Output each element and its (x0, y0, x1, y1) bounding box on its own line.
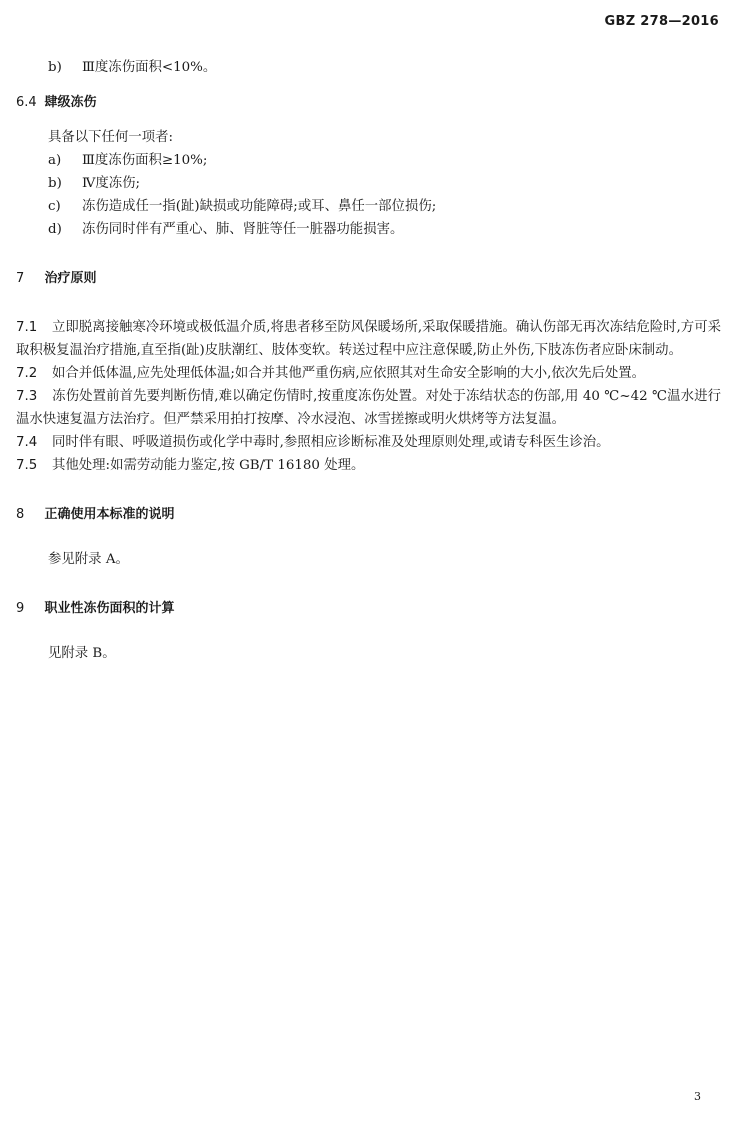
section-number: 8 (16, 507, 25, 522)
section-heading-6-4 (16, 91, 721, 114)
list-marker: d) (48, 222, 62, 237)
section-heading-8 (16, 503, 721, 526)
list-text: Ⅲ度冻伤面积<10%。 (82, 60, 217, 75)
section-body: 参见附录 A。 (48, 552, 129, 567)
list-marker: c) (48, 199, 61, 214)
clause-number: 7.2 (16, 366, 38, 381)
section-title: 职业性冻伤面积的计算 (44, 601, 175, 616)
list-text: 冻伤同时伴有严重心、肺、肾脏等任一脏器功能损害。 (82, 222, 404, 237)
clause-text: 立即脱离接触寒冷环境或极低温介质,将患者移至防风保暖场所,采取保暖措施。确认伤部无再次冻结危险时,方可采取积极复温治疗措施,直至指(趾)皮肤潮红、肢体变软。转送过程中应注意保暖,防止外伤,下肢冻伤者应卧床制动。 (16, 320, 721, 358)
section-number: 7 (16, 271, 25, 286)
clause-7-4 (16, 431, 721, 454)
clause-number: 7.3 (16, 389, 38, 404)
clause-number: 7.5 (16, 458, 38, 473)
standard-code: GBZ 278—2016 (604, 14, 719, 29)
section-intro: 具备以下任何一项者: (48, 130, 174, 145)
clause-7-2 (16, 362, 721, 385)
section-number: 9 (16, 601, 25, 616)
document-body (16, 56, 721, 665)
section-heading-7 (16, 267, 721, 290)
list-item (16, 195, 721, 218)
section-title: 治疗原则 (44, 271, 97, 286)
clause-7-1 (16, 316, 721, 362)
section-heading-9 (16, 597, 721, 620)
list-item (16, 149, 721, 172)
list-item (16, 172, 721, 195)
clause-7-5 (16, 454, 721, 477)
clause-text: 如合并低体温,应先处理低体温;如合并其他严重伤病,应依照其对生命安全影响的大小,依次先后处置。 (52, 366, 646, 381)
list-marker: a) (48, 153, 62, 168)
clause-7-3 (16, 385, 721, 431)
clause-text: 冻伤处置前首先要判断伤情,难以确定伤情时,按重度冻伤处置。对处于冻结状态的伤部,用 40 ℃~42 ℃温水进行温水快速复温方法治疗。但严禁采用拍打按摩、冷水浸泡、冰雪搓擦或明火烘烤等方法复温。 (16, 389, 721, 427)
list-marker: b) (48, 60, 62, 75)
list-item (16, 56, 721, 79)
section-title: 正确使用本标准的说明 (44, 507, 175, 522)
clause-number: 7.1 (16, 320, 38, 335)
clause-text: 同时伴有眼、呼吸道损伤或化学中毒时,参照相应诊断标准及处理原则处理,或请专科医生诊治。 (52, 435, 610, 450)
list-text: Ⅲ度冻伤面积≥10%; (82, 153, 208, 168)
section-number: 6.4 (16, 95, 37, 110)
section-title: 肆级冻伤 (44, 95, 97, 110)
list-text: Ⅳ度冻伤; (82, 176, 141, 191)
list-text: 冻伤造成任一指(趾)缺损或功能障碍;或耳、鼻任一部位损伤; (82, 199, 437, 214)
section-body: 见附录 B。 (48, 646, 116, 661)
clause-text: 其他处理:如需劳动能力鉴定,按 GB/T 16180 处理。 (52, 458, 365, 473)
clause-number: 7.4 (16, 435, 38, 450)
list-marker: b) (48, 176, 62, 191)
list-item (16, 218, 721, 241)
page-number: 3 (694, 1090, 701, 1103)
